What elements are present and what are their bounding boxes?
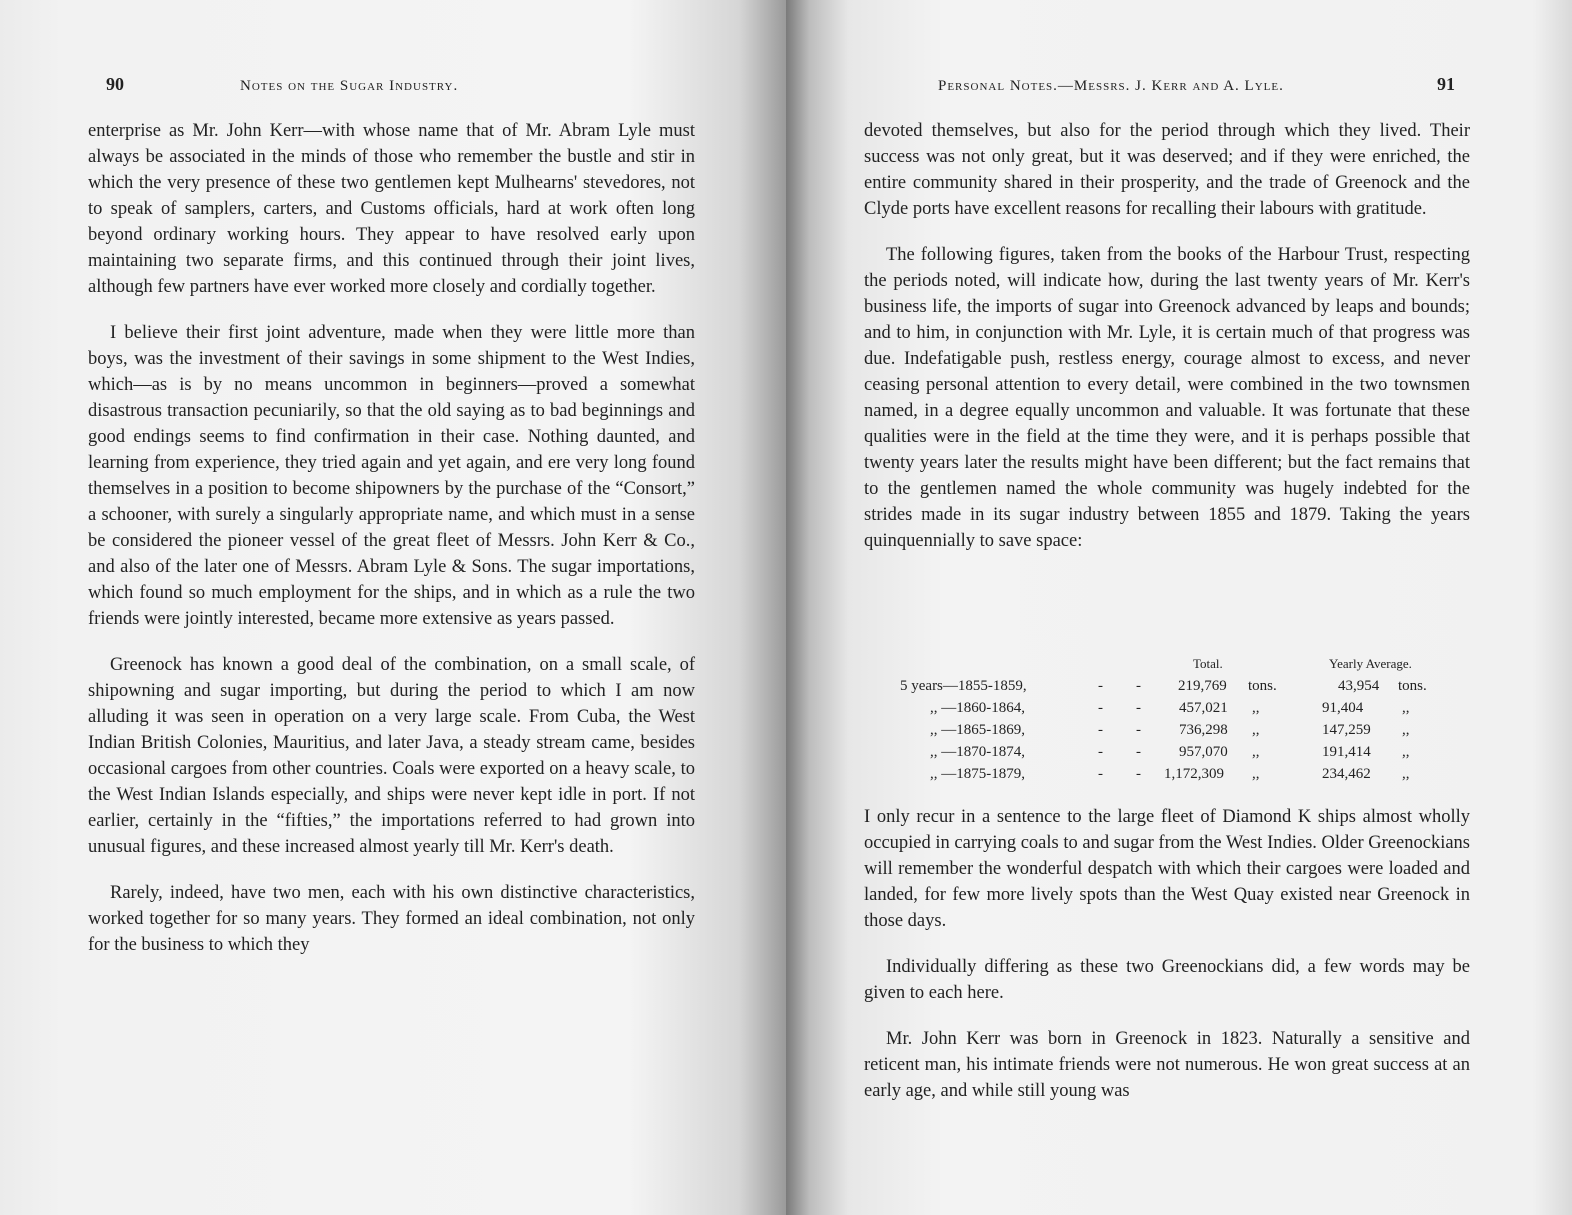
leader-dash: -	[1136, 678, 1141, 694]
leader-dash: -	[1098, 700, 1103, 716]
paragraph: The following figures, taken from the books of the Harbour Trust, respecting the periods noted, will indicate how, during the last twenty years of Mr. Kerr's business life, the imports of sugar into Greenock advanced by leaps and bounds; and to him, in conjunction with Mr. Lyle, it is certain much of that progress was due. Indefatigable push, restless energy, courage almost to excess, and never ceasing personal attention to every detail, were combined in the two townsmen named, in a degree equally uncommon and valuable. It was fortunate that these qualities were in the field at the time they were, and it is perhaps possible that twenty years later the results might have been different; but the fact remains that to the gentlemen named the whole community was hugely indebted for the strides made in its sugar industry between 1855 and 1879. Taking the years quinquennially to save space:	[864, 245, 1470, 551]
column-header-yearly-average: Yearly Average.	[1329, 656, 1412, 671]
average-unit: ,,	[1402, 700, 1410, 716]
average-unit: ,,	[1402, 722, 1410, 738]
leader-dash: -	[1136, 766, 1141, 782]
period-label: ,, —1860-1864,	[930, 700, 1025, 716]
total-unit: ,,	[1252, 744, 1260, 760]
leader-dash: -	[1098, 678, 1103, 694]
paragraph: Greenock has known a good deal of the combination, on a small scale, of shipowning and sugar importing, but during the period to which I am now alluding it was seen in operation on a very large scale. From Cuba, the West Indian British Colonies, Mauritius, and later Java, a steady stream came, besides occasional cargoes from other countries. Coals were exported on a heavy scale, to the West Indian Islands especially, and ships were never kept idle in port. If not earlier, certainly in the “fifties,” the importations referred to had grown into unusual figures, and these increased almost yearly till Mr. Kerr's death.	[88, 655, 695, 857]
leader-dash: -	[1136, 744, 1141, 760]
paragraph: Individually differing as these two Greenockians did, a few words may be given to each here.	[864, 957, 1470, 1003]
average-value: 191,414	[1322, 744, 1371, 760]
leader-dash: -	[1098, 744, 1103, 760]
sugar-imports-table	[896, 656, 1456, 788]
right-page	[786, 0, 1572, 1215]
running-head: Notes on the Sugar Industry.	[240, 78, 459, 94]
right-body-text-bottom	[864, 804, 1470, 1124]
paragraph: I only recur in a sentence to the large fleet of Diamond K ships almost wholly occupied in carrying coals to and sugar from the West Indies. Older Greenockians will remember the wonderful despatch with which their cargoes were loaded and landed, for few more lively spots than the West Quay existed near Greenock in those days.	[864, 807, 1470, 931]
total-value: 1,172,309	[1164, 766, 1224, 782]
average-value: 43,954	[1338, 678, 1380, 694]
table-row	[896, 678, 1456, 700]
total-value: 219,769	[1178, 678, 1227, 694]
total-value: 957,070	[1179, 744, 1228, 760]
total-value: 457,021	[1179, 700, 1228, 716]
average-value: 147,259	[1322, 722, 1371, 738]
table-header	[896, 656, 1456, 678]
page-number: 91	[1437, 74, 1455, 94]
average-value: 234,462	[1322, 766, 1371, 782]
period-label: 5 years—1855-1859,	[900, 678, 1027, 694]
leader-dash: -	[1136, 700, 1141, 716]
total-unit: ,,	[1252, 766, 1260, 782]
average-unit: ,,	[1402, 766, 1410, 782]
column-header-total: Total.	[1193, 656, 1223, 671]
leader-dash: -	[1098, 766, 1103, 782]
paragraph: Rarely, indeed, have two men, each with his own distinctive characteristics, worked together for so many years. They formed an ideal combination, not only for the business to which they	[88, 883, 695, 955]
total-unit: ,,	[1252, 722, 1260, 738]
total-unit: ,,	[1252, 700, 1260, 716]
right-body-text-top	[864, 118, 1470, 574]
table-row	[896, 766, 1456, 788]
average-unit: ,,	[1402, 744, 1410, 760]
leader-dash: -	[1098, 722, 1103, 738]
leader-dash: -	[1136, 722, 1141, 738]
table-row	[896, 744, 1456, 766]
paragraph: I believe their first joint adventure, made when they were little more than boys, was the investment of their savings in some shipment to the West Indies, which—as is by no means uncommon in beginners—proved a somewhat disastrous transaction pecuniarily, so that the old saying as to bad beginnings and good endings seems to find confirmation in their case. Nothing daunted, and learning from experience, they tried again and yet again, and ere very long found themselves in a position to become shipowners by the purchase of the “Consort,” a schooner, with surely a singularly appropriate name, and which must in a sense be considered the pioneer vessel of the great fleet of Messrs. John Kerr & Co., and also of the later one of Messrs. Abram Lyle & Sons. The sugar importations, which found so much employment for the ships, and in which as a rule the two friends were jointly interested, became more extensive as years passed.	[88, 323, 695, 629]
running-head: Personal Notes.—Messrs. J. Kerr and A. Lyle.	[938, 78, 1284, 94]
table-row	[896, 700, 1456, 722]
total-unit: tons.	[1248, 678, 1277, 694]
average-value: 91,404	[1322, 700, 1364, 716]
average-unit: tons.	[1398, 678, 1427, 694]
left-body-text	[88, 118, 695, 978]
period-label: ,, —1865-1869,	[930, 722, 1025, 738]
period-label: ,, —1870-1874,	[930, 744, 1025, 760]
paragraph: enterprise as Mr. John Kerr—with whose name that of Mr. Abram Lyle must always be associated in the minds of those who remember the bustle and stir in which the very presence of these two gentlemen kept Mulhearns' stevedores, not to speak of samplers, carters, and Customs officials, hard at work often long beyond ordinary working hours. They appear to have resolved early upon maintaining two separate firms, and this continued through their joint lives, although few partners have ever worked more closely and cordially together.	[88, 121, 695, 297]
period-label: ,, —1875-1879,	[930, 766, 1025, 782]
total-value: 736,298	[1179, 722, 1228, 738]
table-row	[896, 722, 1456, 744]
paragraph: Mr. John Kerr was born in Greenock in 1823. Naturally a sensitive and reticent man, his intimate friends were not numerous. He won great success at an early age, and while still young was	[864, 1029, 1470, 1101]
paragraph: devoted themselves, but also for the period through which they lived. Their success was not only great, but it was deserved; and if they were enriched, the entire community shared in their prosperity, and the trade of Greenock and the Clyde ports have excellent reasons for recalling their labours with gratitude.	[864, 121, 1470, 219]
page-number: 90	[106, 74, 124, 94]
